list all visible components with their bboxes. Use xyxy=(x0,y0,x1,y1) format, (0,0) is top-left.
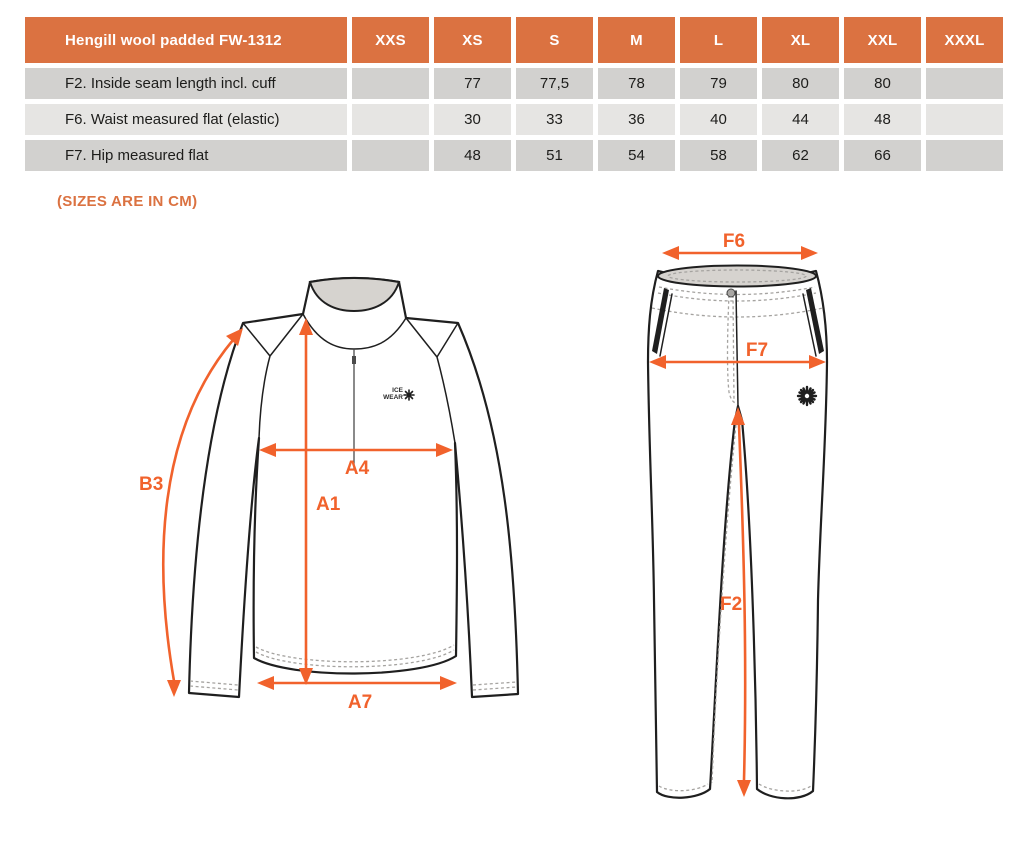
size-value-cell: 48 xyxy=(844,104,921,135)
zipper-pull xyxy=(352,356,356,364)
size-value-cell: 80 xyxy=(844,68,921,99)
snowflake-icon xyxy=(798,387,816,405)
size-value-cell: 77 xyxy=(434,68,511,99)
size-value-cell xyxy=(926,104,1003,135)
size-value-cell: 80 xyxy=(762,68,839,99)
table-title: Hengill wool padded FW-1312 xyxy=(25,17,347,63)
size-value-cell xyxy=(926,68,1003,99)
arrow-a7 xyxy=(257,676,457,713)
sweater-measurement-diagram xyxy=(135,250,565,720)
waist-button xyxy=(727,289,735,297)
size-column-header: L xyxy=(680,17,757,63)
size-column-header: S xyxy=(516,17,593,63)
size-value-cell: 58 xyxy=(680,140,757,171)
label-b3: B3 xyxy=(139,474,164,495)
size-table xyxy=(20,12,1008,176)
size-value-cell: 66 xyxy=(844,140,921,171)
snowflake-icon xyxy=(404,390,414,400)
label-f2: F2 xyxy=(720,594,743,615)
table-row xyxy=(25,68,1003,99)
size-column-header: XXS xyxy=(352,17,429,63)
size-value-cell: 44 xyxy=(762,104,839,135)
size-value-cell: 62 xyxy=(762,140,839,171)
arrow-f6 xyxy=(662,231,818,260)
size-value-cell xyxy=(352,140,429,171)
size-column-header: XXL xyxy=(844,17,921,63)
size-column-header: XS xyxy=(434,17,511,63)
table-row xyxy=(25,140,1003,171)
size-value-cell: 33 xyxy=(516,104,593,135)
size-value-cell: 48 xyxy=(434,140,511,171)
size-value-cell: 51 xyxy=(516,140,593,171)
label-a1: A1 xyxy=(316,494,341,515)
size-value-cell: 79 xyxy=(680,68,757,99)
row-label: F6. Waist measured flat (elastic) xyxy=(25,104,347,135)
waistband-inner xyxy=(658,266,816,287)
size-value-cell xyxy=(926,140,1003,171)
row-label: F7. Hip measured flat xyxy=(25,140,347,171)
label-a4: A4 xyxy=(344,458,370,479)
size-value-cell xyxy=(352,68,429,99)
size-value-cell: 30 xyxy=(434,104,511,135)
row-label: F2. Inside seam length incl. cuff xyxy=(25,68,347,99)
size-value-cell xyxy=(352,104,429,135)
label-a7: A7 xyxy=(347,692,373,713)
size-column-header: XL xyxy=(762,17,839,63)
label-f6: F6 xyxy=(722,231,746,252)
logo-text-line1: ICE xyxy=(392,387,403,394)
sizes-unit-note: (SIZES ARE IN CM) xyxy=(57,193,198,210)
size-value-cell: 54 xyxy=(598,140,675,171)
logo-text-line2: WEAR xyxy=(383,394,403,401)
size-value-cell: 40 xyxy=(680,104,757,135)
label-f7: F7 xyxy=(745,340,769,361)
pants-measurement-diagram xyxy=(615,225,865,825)
size-column-header: M xyxy=(598,17,675,63)
size-value-cell: 78 xyxy=(598,68,675,99)
table-row xyxy=(25,104,1003,135)
size-column-header: XXXL xyxy=(926,17,1003,63)
size-value-cell: 77,5 xyxy=(516,68,593,99)
table-header-row xyxy=(25,17,1003,63)
size-value-cell: 36 xyxy=(598,104,675,135)
